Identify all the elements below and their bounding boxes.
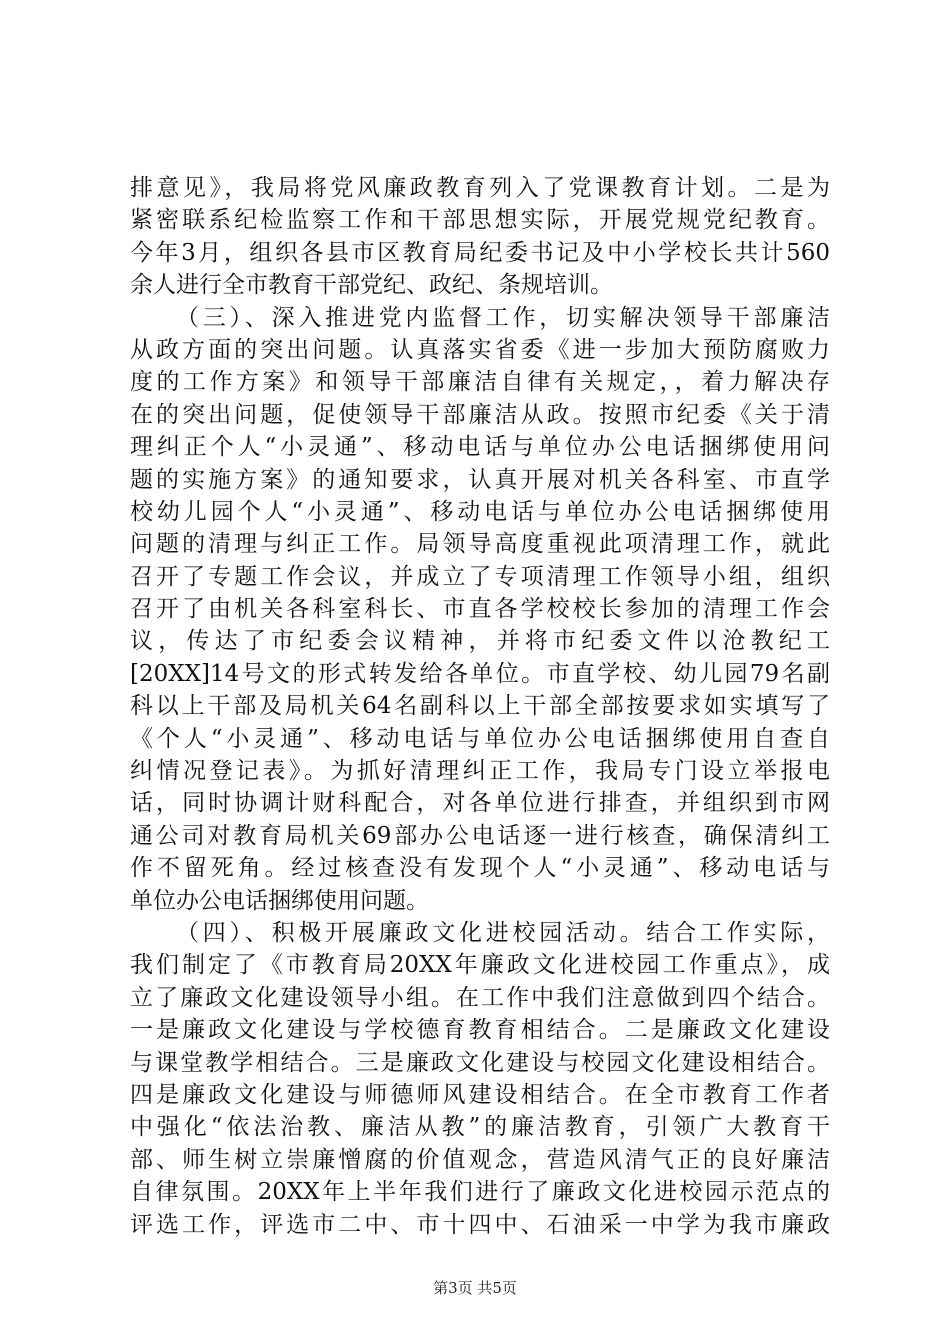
- body-line: （三）、深入推进党内监督工作，切实解决领导干部廉洁: [176, 304, 830, 331]
- body-line: 评选工作，评选市二中、市十四中、石油采一中学为我市廉政: [130, 1211, 830, 1238]
- body-line: 一是廉政文化建设与学校德育教育相结合。二是廉政文化建设: [130, 1017, 830, 1044]
- document-body: [130, 172, 830, 1241]
- body-line: 部、师生树立崇廉憎腐的价值观念，营造风清气正的良好廉洁: [130, 1146, 830, 1173]
- body-line: 与课堂教学相结合。三是廉政文化建设与校园文化建设相结合。: [130, 1049, 830, 1076]
- body-line: 纠情况登记表》。为抓好清理纠正工作，我局专门设立举报电: [130, 758, 830, 785]
- body-line: 单位办公电话捆绑使用问题。: [130, 887, 429, 914]
- body-line: [20XX]14号文的形式转发给各单位。市直学校、幼儿园79名副: [130, 660, 830, 687]
- body-line: 今年3月，组织各县市区教育局纪委书记及中小学校长共计560: [130, 239, 830, 266]
- body-line: 校幼儿园个人“小灵通”、移动电话与单位办公电话捆绑使用: [130, 498, 830, 525]
- body-line: 召开了专题工作会议，并成立了专项清理工作领导小组，组织: [130, 563, 830, 590]
- body-line: 从政方面的突出问题。认真落实省委《进一步加大预防腐败力: [130, 336, 830, 363]
- body-line: 排意见》，我局将党风廉政教育列入了党课教育计划。二是为: [130, 175, 830, 201]
- body-line: 《个人“小灵通”、移动电话与单位办公电话捆绑使用自查自: [130, 725, 830, 752]
- body-line: 召开了由机关各科室科长、市直各学校校长参加的清理工作会: [130, 596, 830, 623]
- body-line: 理纠正个人“小灵通”、移动电话与单位办公电话捆绑使用问: [130, 434, 830, 461]
- page-footer: 第3页 共5页: [433, 1279, 517, 1297]
- body-line: 问题的清理与纠正工作。局领导高度重视此项清理工作，就此: [130, 531, 830, 558]
- body-line: 四是廉政文化建设与师德师风建设相结合。在全市教育工作者: [130, 1081, 830, 1108]
- body-line: 在的突出问题，促使领导干部廉洁从政。按照市纪委《关于清: [130, 401, 830, 428]
- body-line: 话，同时协调计财科配合，对各单位进行排查，并组织到市网: [130, 790, 830, 817]
- body-line: 立了廉政文化建设领导小组。在工作中我们注意做到四个结合。: [130, 984, 830, 1011]
- body-line: （四）、积极开展廉政文化进校园活动。结合工作实际，: [176, 919, 830, 946]
- body-line: 作不留死角。经过核查没有发现个人“小灵通”、移动电话与: [130, 855, 830, 882]
- body-line: 科以上干部及局机关64名副科以上干部全部按要求如实填写了: [130, 693, 830, 720]
- body-line: 自律氛围。20XX年上半年我们进行了廉政文化进校园示范点的: [130, 1179, 830, 1206]
- body-line: 题的实施方案》的通知要求，认真开展对机关各科室、市直学: [130, 466, 830, 493]
- body-line: 中强化“依法治教、廉洁从教”的廉洁教育，引领广大教育干: [130, 1114, 830, 1141]
- body-line: 度的工作方案》和领导干部廉洁自律有关规定，，着力解决存: [130, 369, 830, 396]
- body-line: 通公司对教育局机关69部办公电话逐一进行核查，确保清纠工: [130, 822, 830, 849]
- body-line: 议，传达了市纪委会议精神，并将市纪委文件以沧教纪工: [130, 628, 830, 655]
- body-line: 我们制定了《市教育局20XX年廉政文化进校园工作重点》，成: [130, 952, 830, 979]
- body-line: 余人进行全市教育干部党纪、政纪、条规培训。: [130, 272, 613, 299]
- body-line: 紧密联系纪检监察工作和干部思想实际，开展党规党纪教育。: [130, 207, 830, 234]
